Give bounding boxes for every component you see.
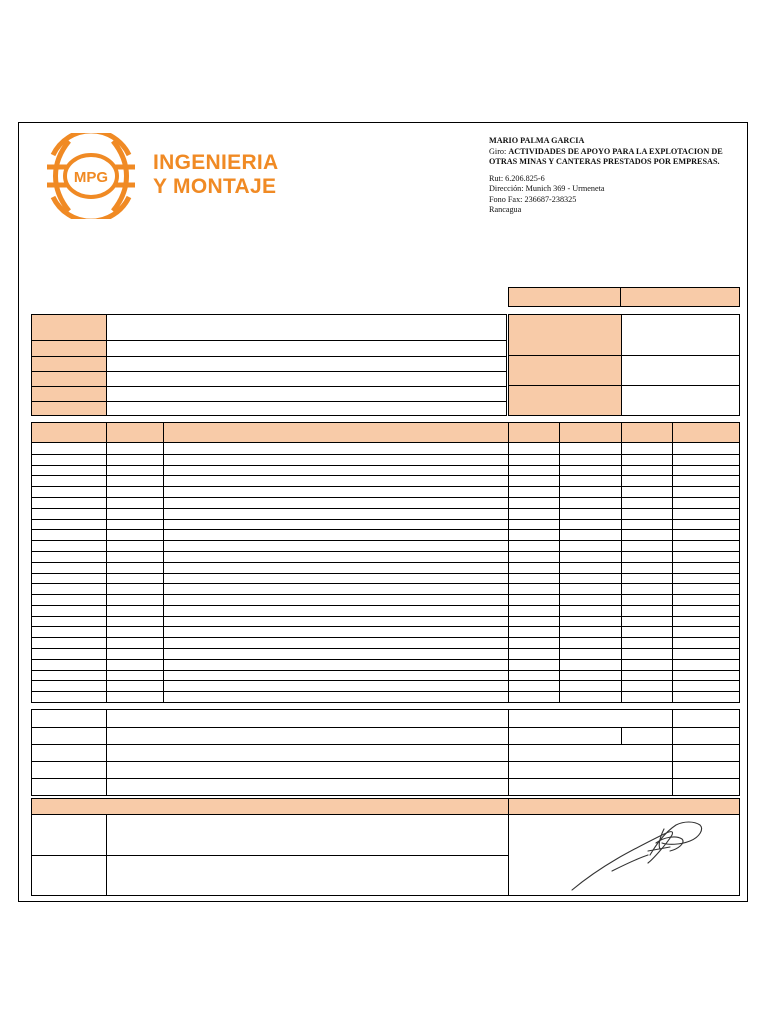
- table-row: [32, 540, 739, 541]
- table-row: [32, 594, 739, 595]
- table-row: [32, 508, 739, 509]
- table-row: [32, 680, 739, 681]
- total-field[interactable]: [673, 779, 739, 795]
- quote-validity-field[interactable]: [622, 356, 739, 385]
- quote-form: [18, 122, 748, 902]
- table-row: [32, 519, 739, 520]
- tax-field[interactable]: [673, 762, 739, 778]
- mpg-globe-icon: [41, 133, 141, 219]
- items-table-header: [32, 423, 739, 442]
- company-phone: Fono Fax: 236687-238325: [489, 194, 577, 204]
- table-row: [32, 551, 739, 552]
- quote-number-value-cell: [620, 287, 740, 307]
- table-row: [32, 659, 739, 660]
- logo-line-2: Y MONTAJE: [153, 175, 277, 198]
- quote-details-block: [508, 314, 740, 416]
- table-row: [32, 529, 739, 530]
- observations-field-2[interactable]: [107, 856, 508, 895]
- items-table: [31, 422, 740, 703]
- table-row: [32, 465, 739, 466]
- observations-signature-block: [31, 798, 740, 896]
- discount-field[interactable]: [673, 728, 739, 744]
- table-row: [32, 648, 739, 649]
- company-rut: Rut: 6.206.825-6: [489, 173, 545, 183]
- client-city-field[interactable]: [107, 372, 506, 386]
- client-address-field[interactable]: [107, 357, 506, 371]
- client-info-block: [31, 314, 507, 416]
- table-row: [32, 454, 739, 455]
- table-row: [32, 497, 739, 498]
- quote-date-field[interactable]: [622, 315, 739, 355]
- client-phone-field[interactable]: [107, 387, 506, 401]
- company-info: [489, 136, 739, 216]
- logo-line-1: INGENIERIA: [153, 151, 279, 174]
- table-row: [32, 475, 739, 476]
- table-row: [32, 583, 739, 584]
- company-logo: [41, 133, 281, 219]
- client-contact-field[interactable]: [107, 402, 506, 415]
- signature-image: [552, 815, 742, 893]
- table-row: [32, 616, 739, 617]
- observations-header: [32, 799, 739, 814]
- net-field[interactable]: [673, 745, 739, 761]
- table-row: [32, 605, 739, 606]
- quote-number-label-cell: [508, 287, 621, 307]
- logo-initials: MPG: [73, 169, 109, 186]
- client-rut-field[interactable]: [107, 341, 506, 356]
- table-row: [32, 486, 739, 487]
- giro-label: Giro:: [489, 146, 507, 156]
- company-giro: [489, 147, 739, 168]
- table-row: [32, 626, 739, 627]
- quote-payment-field[interactable]: [622, 386, 739, 415]
- company-city: Rancagua: [489, 205, 522, 214]
- table-row: [32, 691, 739, 692]
- table-row: [32, 670, 739, 671]
- table-row: [32, 573, 739, 574]
- giro-text: ACTIVIDADES DE APOYO PARA LA EXPLOTACION DE OTRAS MINAS Y CANTERAS PRESTADOS POR EMPRESAS.: [489, 146, 723, 166]
- subtotal-field[interactable]: [673, 710, 739, 727]
- observations-field-1[interactable]: [107, 815, 508, 855]
- totals-block: [31, 709, 740, 796]
- company-name: MARIO PALMA GARCIA: [489, 136, 585, 145]
- company-address: Dirección: Munich 369 - Urmeneta: [489, 184, 605, 193]
- client-name-field[interactable]: [107, 315, 506, 340]
- table-row: [32, 637, 739, 638]
- table-row: [32, 562, 739, 563]
